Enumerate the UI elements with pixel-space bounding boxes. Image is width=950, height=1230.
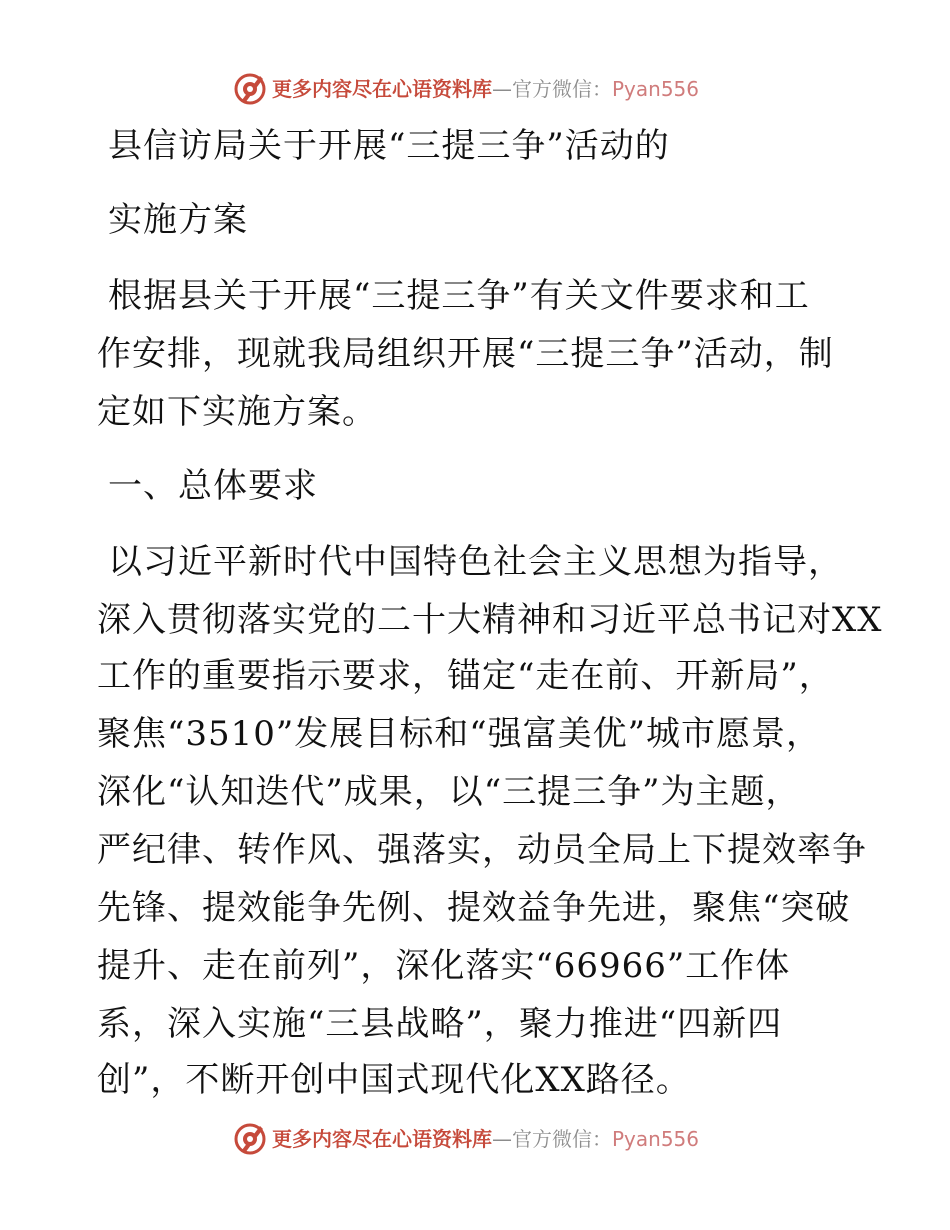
section-1-line: 深化“认知迭代”成果，以“三提三争”为主题， [97,772,801,812]
section-1-heading: 一、总体要求 [108,466,318,506]
section-1-line: 系，深入实施“三县战略”，聚力推进“四新四 [97,1004,783,1044]
section-1-line: 深入贯彻落实党的二十大精神和习近平总书记对XX [97,600,883,640]
footer-account-id: Pyan556 [612,1127,700,1151]
header-banner [0,68,950,112]
document-title-line-1: 县信访局关于开展“三提三争”活动的 [108,126,670,166]
footer-banner-text [272,1126,699,1152]
footer-promo-text: 更多内容尽在心语资料库 [272,1127,492,1151]
header-account-id: Pyan556 [612,77,700,101]
section-1-line: 聚焦“3510”发展目标和“强富美优”城市愿景， [97,714,822,754]
section-1-line: 创”，不断开创中国式现代化XX路径。 [97,1060,691,1100]
header-dash: — [492,77,512,101]
footer-banner [0,1118,950,1162]
footer-account-label: 官方微信： [512,1127,612,1151]
section-1-line: 先锋、提效能争先例、提效益争先进，聚焦“突破 [97,888,851,928]
section-1-line: 以习近平新时代中国特色社会主义思想为指导， [108,542,843,582]
header-account-label: 官方微信： [512,77,612,101]
pen-circle-logo-icon [232,1120,268,1156]
document-title-line-2: 实施方案 [108,200,248,240]
footer-dash: — [492,1127,512,1151]
intro-line: 定如下实施方案。 [97,392,377,432]
pen-circle-logo-icon [232,70,268,106]
header-promo-text: 更多内容尽在心语资料库 [272,77,492,101]
section-1-line: 严纪律、转作风、强落实，动员全局上下提效率争 [97,830,867,870]
intro-line: 根据县关于开展“三提三争”有关文件要求和工 [108,276,810,316]
intro-line: 作安排，现就我局组织开展“三提三争”活动，制 [97,334,834,374]
section-1-line: 工作的重要指示要求，锚定“走在前、开新局”， [97,656,834,696]
header-banner-text [272,76,699,102]
section-1-line: 提升、走在前列”，深化落实“66966”工作体 [97,946,791,986]
